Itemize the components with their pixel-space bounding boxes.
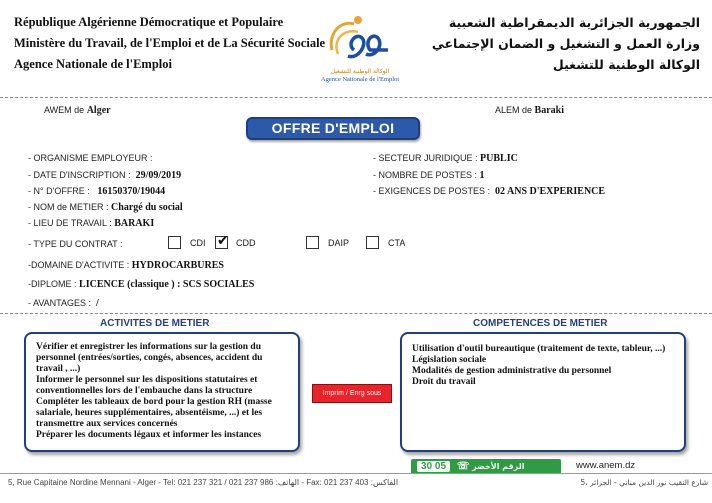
organisme-row — [28, 153, 153, 163]
date-value: 29/09/2019 — [135, 170, 182, 181]
header-ministry: Ministère du Travail, de l'Emploi et de La Sécurité Sociale — [14, 36, 326, 50]
footer-address: 5, Rue Capitaine Nordine Mennani - Alger - Tel: 021 237 321 / 021 237 986 :الهاتف - Fax: 021 237 403 :الفاكس — [8, 478, 399, 487]
contrat-label: - TYPE DU CONTRAT : — [28, 239, 123, 249]
anem-logo — [306, 10, 414, 92]
organisme-label: - ORGANISME EMPLOYEUR : — [28, 153, 153, 163]
exigences-row — [373, 186, 605, 197]
exigences-value: 02 ANS D'EXPERIENCE — [495, 186, 606, 197]
avantages-row — [28, 298, 99, 309]
logo-french-text: Agence Nationale de l'Emploi — [320, 76, 400, 83]
activite-item: Informer le personnel sur les dispositions statutaires et conventionnelles lors de l'embauche dans la structure — [36, 375, 258, 396]
daip-checkbox[interactable] — [306, 236, 319, 249]
metier-row — [28, 202, 183, 213]
competence-item: Législation sociale — [412, 355, 487, 365]
postes-row — [373, 170, 485, 181]
header-ministry-arabic: وزارة العمل و التشغيل و الضمان الإجتماعي — [431, 36, 700, 51]
activite-item: Vérifier et enregistrer les informations sur la gestion du personnel (entrées/sorties, congés, absences, accident du travail , ...) — [36, 342, 263, 374]
secteur-label: - SECTEUR JURIDIQUE : — [373, 153, 478, 163]
lieu-label: - LIEU DE TRAVAIL : — [28, 218, 112, 228]
diplome-label: -DIPLOME : — [28, 279, 77, 289]
postes-label: - NOMBRE DE POSTES : — [373, 170, 478, 180]
alem-field — [495, 105, 564, 116]
page-title: OFFRE D'EMPLOI — [246, 117, 420, 140]
competence-item: Modalités de gestion administrative du personnel — [412, 366, 612, 376]
anem-logo-icon — [324, 10, 396, 68]
activites-box — [24, 332, 300, 452]
competence-item: Droit du travail — [412, 377, 476, 387]
cta-checkbox[interactable] — [366, 236, 379, 249]
cdi-checkbox[interactable] — [168, 236, 181, 249]
date-row — [28, 170, 181, 181]
metier-label: - NOM de METIER : — [28, 202, 109, 212]
alem-label: ALEM de — [495, 105, 533, 115]
check-mark-icon: ✔ — [217, 233, 229, 249]
header-republic-arabic: الجمهورية الجزائرية الديمقراطية الشعبية — [448, 15, 700, 30]
cdi-label: CDI — [190, 238, 206, 248]
alem-value: Baraki — [534, 105, 564, 116]
lieu-value: BARAKI — [114, 218, 155, 229]
phone-icon: ☏ — [456, 461, 470, 472]
header-republic: République Algérienne Démocratique et Populaire — [14, 15, 284, 29]
awem-label: AWEM de — [44, 105, 85, 115]
cta-label: CTA — [388, 238, 406, 248]
date-label: - DATE D'INSCRIPTION : — [28, 170, 131, 180]
competences-box — [400, 332, 686, 452]
activites-heading: ACTIVITES DE METIER — [100, 318, 210, 329]
logo-arabic-text: الوكالة الوطنية للتشغيل — [330, 68, 390, 75]
activite-item: Compléter les tableaux de bord pour la gestion RH (masse salariale, heures supplémentaires, absentéisme, ...) et les transmettre aux services concernés — [36, 397, 272, 429]
print-save-button[interactable]: Imprim / Enrg sous — [312, 384, 392, 403]
domaine-value: HYDROCARBURES — [131, 260, 224, 271]
footer-divider — [0, 473, 712, 474]
lieu-row — [28, 218, 154, 229]
domaine-label: -DOMAINE D'ACTIVITE : — [28, 260, 130, 270]
green-number-badge — [411, 459, 561, 474]
offre-row — [28, 186, 165, 197]
website-link[interactable]: www.anem.dz — [576, 460, 636, 471]
cdd-label: CDD — [236, 238, 256, 248]
metier-value: Chargé du social — [111, 202, 183, 213]
green-number-label: الرقم الأخضر — [472, 462, 525, 471]
secteur-value: PUBLIC — [480, 153, 518, 164]
awem-field — [44, 105, 111, 116]
section-divider — [0, 313, 712, 314]
competences-heading: COMPETENCES DE METIER — [473, 318, 608, 329]
offre-value: 16150370/19044 — [97, 186, 166, 197]
avantages-value: / — [96, 298, 99, 309]
activite-item: Préparer les documents légaux et informer les instances — [36, 430, 262, 440]
avantages-label: - AVANTAGES : — [28, 298, 92, 308]
daip-label: DAIP — [328, 238, 350, 248]
offre-label: - N° D'OFFRE : — [28, 186, 90, 196]
green-number: 30 05 — [417, 461, 450, 472]
footer-address-arabic: 5، شارع النقيب نور الدين مناني - الجزائر — [580, 478, 708, 487]
awem-value: Alger — [86, 105, 111, 116]
header-agency-arabic: الوكالة الوطنية للتشغيل — [552, 57, 700, 72]
domaine-row — [28, 260, 224, 271]
diplome-value: LICENCE (classique ) : SCS SOCIALES — [79, 279, 255, 290]
header-divider — [0, 97, 712, 98]
cdd-checkbox[interactable] — [215, 233, 229, 249]
secteur-row — [373, 153, 518, 164]
postes-value: 1 — [479, 170, 485, 181]
diplome-row — [28, 279, 254, 290]
header-french — [14, 12, 325, 75]
header-arabic — [432, 12, 700, 75]
exigences-label: - EXIGENCES DE POSTES : — [373, 186, 491, 196]
header-agency: Agence Nationale de l'Emploi — [14, 57, 172, 71]
competence-item: Utilisation d'outil bureautique (traitement de texte, tableur, ...) — [412, 344, 666, 354]
